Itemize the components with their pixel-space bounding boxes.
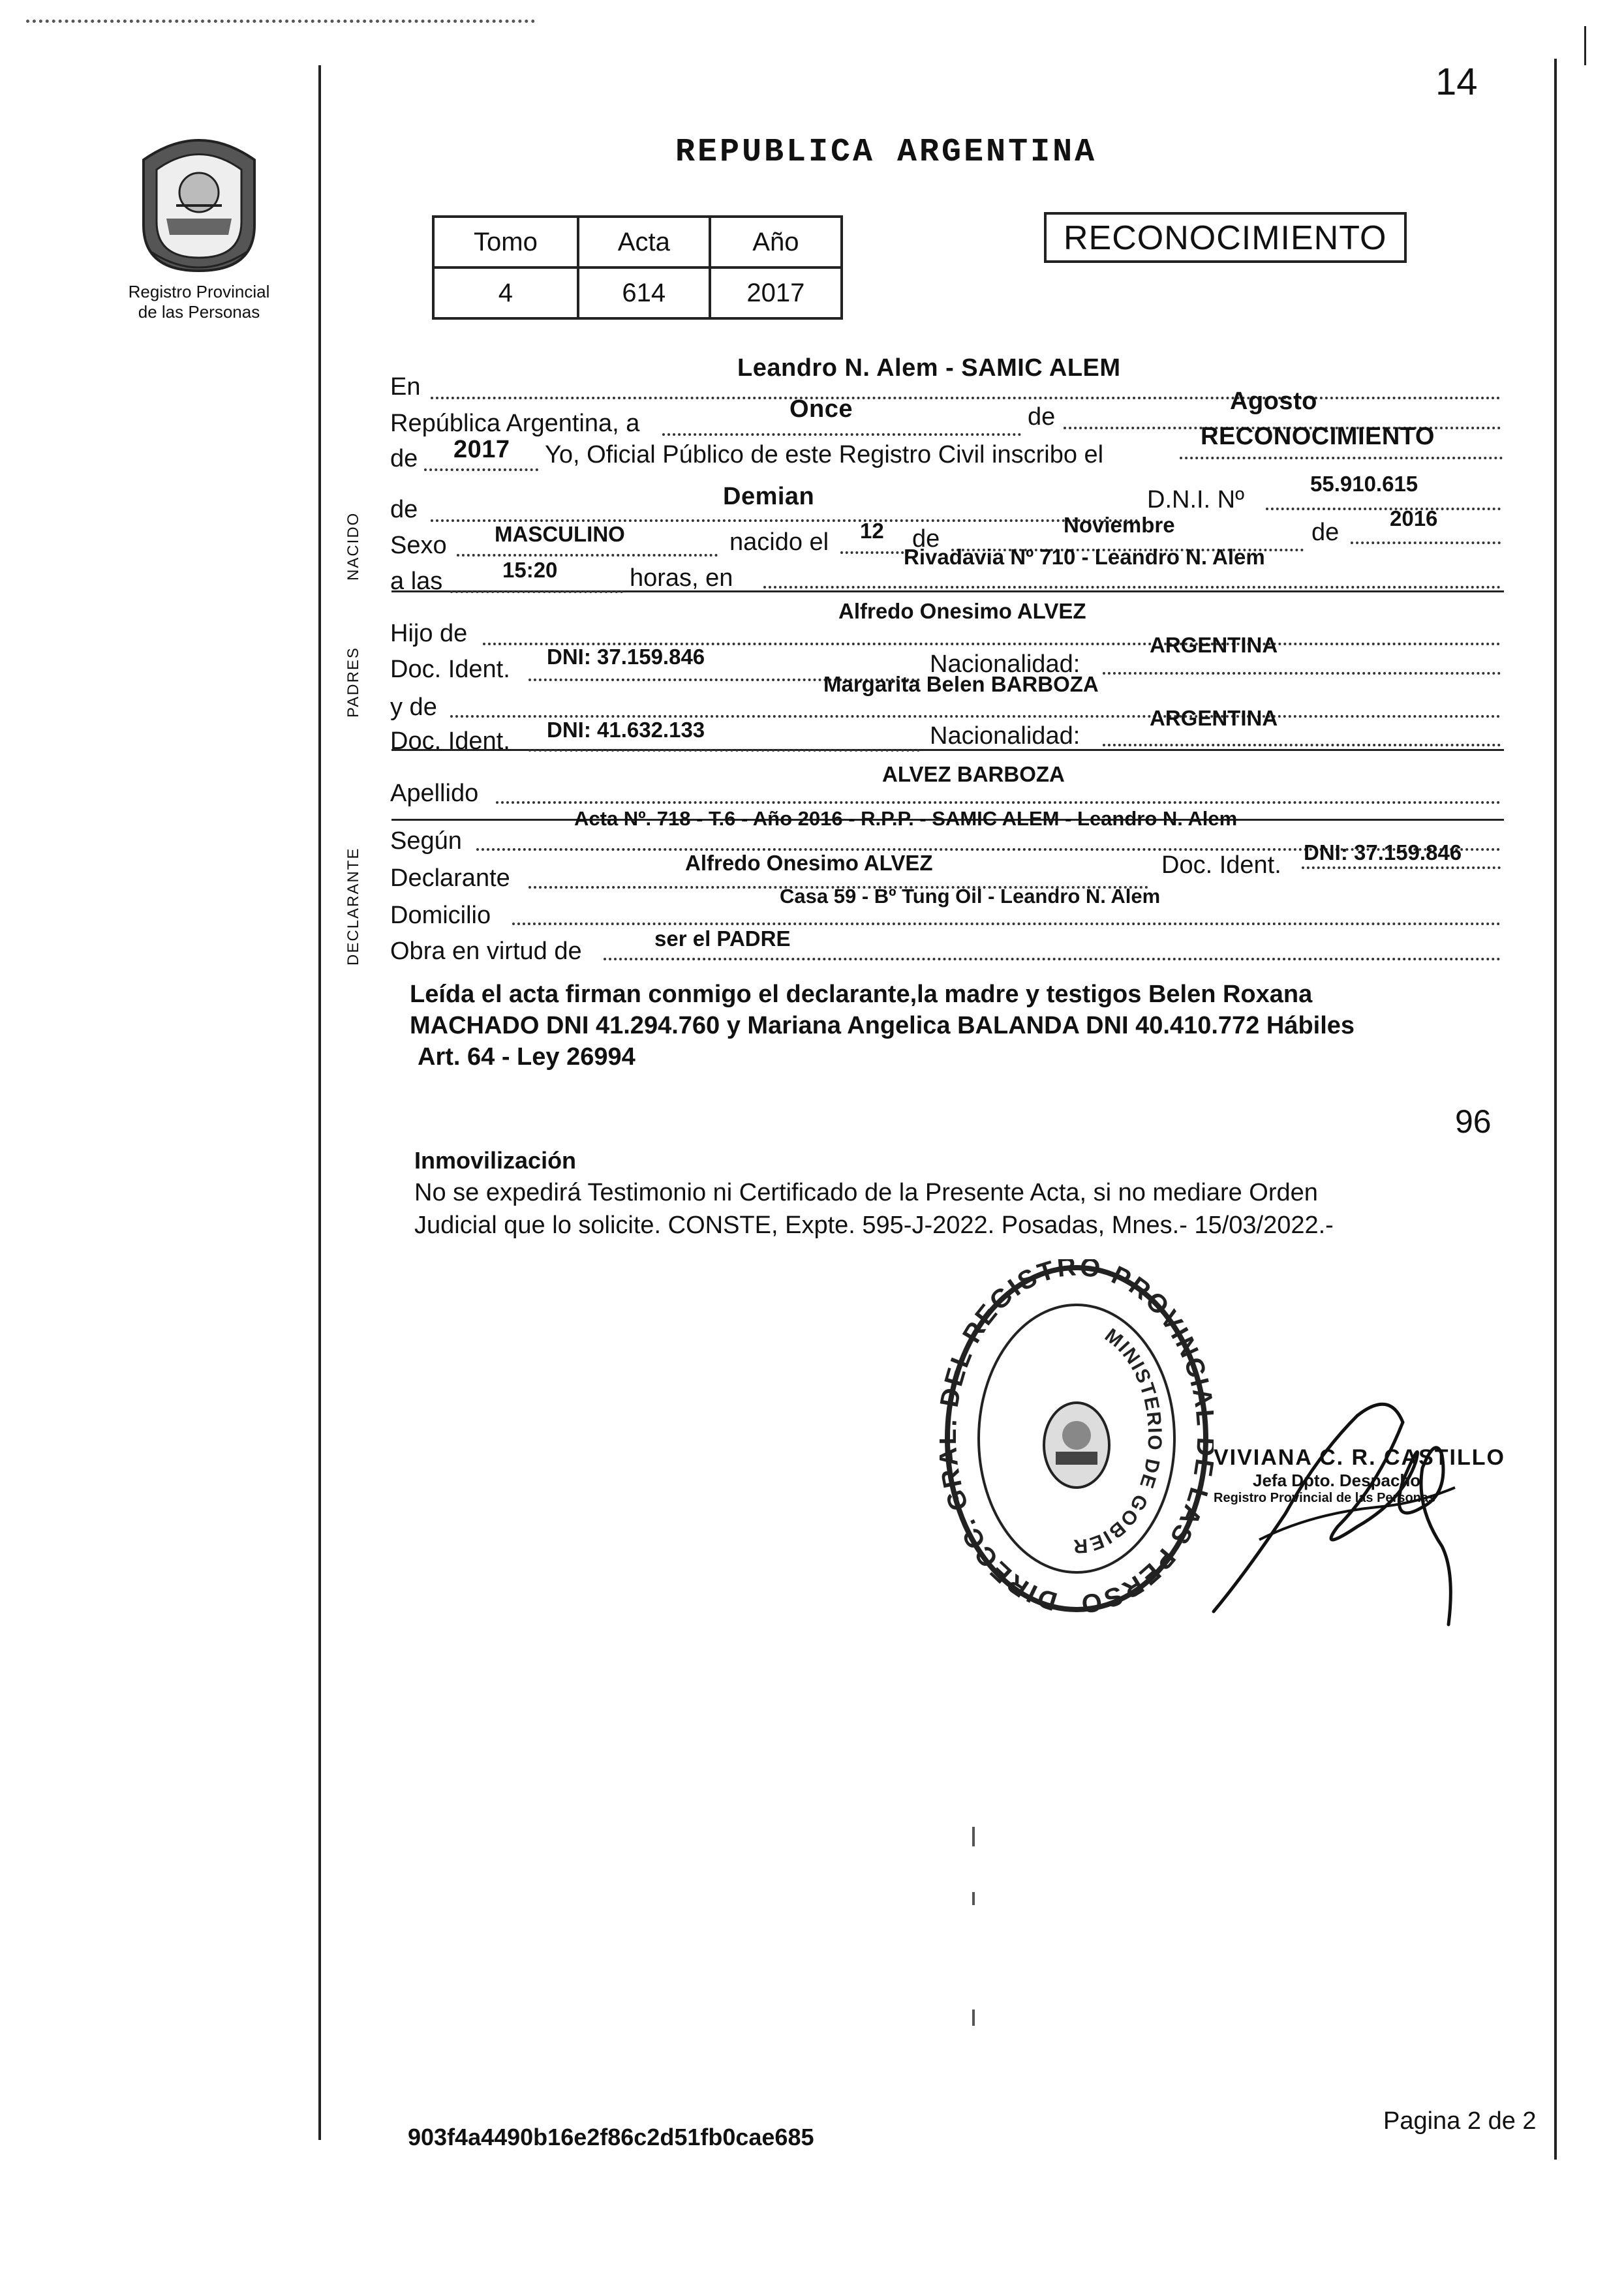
official-office: Registro Provincial de las Personas [1214, 1491, 1436, 1505]
dots-en [431, 397, 1501, 399]
left-margin-rule [318, 65, 321, 2140]
signature-note-line2: MACHADO DNI 41.294.760 y Mariana Angelica BALANDA DNI 40.410.772 Hábiles [410, 1012, 1355, 1039]
record-table-header [433, 217, 842, 267]
record-table-values [433, 267, 842, 318]
signature-note-line3: Art. 64 - Ley 26994 [418, 1043, 636, 1071]
provincial-emblem [130, 121, 268, 277]
immobilization-line1: No se expedirá Testimonio ni Certificado de la Presente Acta, si no mediare Orden [414, 1179, 1318, 1206]
label-de-5: de [1311, 519, 1340, 546]
value-father-nat: ARGENTINA [1150, 633, 1278, 657]
dots-time [450, 590, 623, 593]
stamp-outer-text: DIRECC. G EL REGISTRO PROVINCI LAS PERSO [940, 1259, 1214, 1619]
value-obra: ser el PADRE [654, 926, 791, 951]
page-heading: REPUBLICA ARGENTINA [675, 134, 1097, 171]
label-sexo: Sexo [390, 532, 447, 559]
label-y-de: y de [390, 694, 437, 721]
dots-dni [1266, 508, 1501, 510]
right-margin-rule [1554, 59, 1557, 2160]
label-de-1: de [1028, 403, 1056, 431]
label-republica: República Argentina, a [390, 410, 640, 437]
stamp-emblem-icon [1044, 1403, 1109, 1488]
header-tomo: Tomo [433, 217, 578, 267]
label-domicilio: Domicilio [390, 902, 491, 929]
registry-caption-line1: Registro Provincial [128, 282, 270, 301]
label-doc-ident-2: Doc. Ident. [390, 727, 510, 755]
registry-caption-line2: de las Personas [138, 302, 260, 322]
value-declarante-doc: DNI: 37.159.846 [1304, 840, 1462, 864]
dots-mother-nat [1103, 744, 1501, 746]
value-domicilio: Casa 59 - Bº Tung Oil - Leandro N. Alem [780, 885, 1161, 908]
dots-birth-day [840, 551, 909, 554]
value-inscribe: RECONOCIMIENTO [1201, 423, 1435, 450]
label-en: En [390, 373, 421, 401]
official-name: VIVIANA C. R. CASTILLO [1214, 1445, 1505, 1470]
pagination: Pagina 2 de 2 [1383, 2107, 1537, 2135]
record-table [432, 215, 843, 320]
label-a-las: a las [390, 568, 443, 595]
label-hijo-de: Hijo de [390, 620, 468, 647]
dots-domicilio [512, 923, 1501, 925]
dots-sexo [457, 554, 718, 557]
right-edge-mark [1584, 26, 1586, 65]
dots-birth-place [763, 586, 1501, 588]
header-acta: Acta [578, 217, 710, 267]
folio-number: 96 [1455, 1103, 1492, 1140]
label-segun: Según [390, 827, 462, 855]
signature-note [410, 979, 1355, 1073]
document-hash: 903f4a4490b16e2f86c2d51fb0cae685 [408, 2124, 814, 2150]
handwritten-signature [1207, 1377, 1488, 1651]
label-nacionalidad-1: Nacionalidad: [930, 650, 1080, 678]
value-acta: 614 [578, 267, 710, 318]
value-segun: Acta Nº. 718 - T.6 - Año 2016 - R.P.P. - SAMIC ALEM - Leandro N. Alem [574, 807, 1238, 830]
value-declarante: Alfredo Onesimo ALVEZ [685, 851, 933, 875]
scan-mark [972, 1892, 975, 1905]
scan-mark [972, 1827, 975, 1846]
dots-obra [604, 958, 1501, 960]
value-mother-nat: ARGENTINA [1150, 706, 1278, 730]
label-horas: horas, en [630, 564, 733, 592]
dots-father-nat [1103, 672, 1501, 675]
official-stamp [940, 1259, 1214, 1625]
value-birth-place: Rivadavia Nº 710 - Leandro N. Alem [904, 545, 1265, 569]
signature-note-line1: Leída el acta firman conmigo el declarante,la madre y testigos Belen Roxana [410, 981, 1313, 1008]
label-apellido: Apellido [390, 780, 479, 807]
value-birth-time: 15:20 [502, 558, 558, 582]
side-label-nacido: NACIDO [345, 512, 362, 581]
dots-day [662, 433, 1021, 436]
immobilization-line2: Judicial que lo solicite. CONSTE, Expte. 595-J-2022. Posadas, Mnes.- 15/03/2022.- [414, 1212, 1334, 1239]
scan-artifact [26, 20, 535, 27]
label-doc-ident-1: Doc. Ident. [390, 656, 510, 683]
label-dni: D.N.I. Nº [1147, 486, 1244, 513]
label-de-2: de [390, 445, 418, 472]
label-doc-ident-3: Doc. Ident. [1161, 851, 1281, 879]
value-day: Once [789, 395, 853, 423]
scan-mark [972, 2009, 975, 2026]
immobilization-title: Inmovilización [414, 1147, 577, 1174]
label-obra: Obra en virtud de [390, 938, 582, 965]
label-inscribe-text: Yo, Oficial Público de este Registro Civil inscribo el [545, 441, 1104, 468]
value-tomo: 4 [433, 267, 578, 318]
value-mother-name: Margarita Belen BARBOZA [823, 672, 1099, 696]
dots-birth-year [1351, 542, 1501, 544]
dots-mother-doc [529, 749, 920, 752]
official-title: Jefa Dpto. Despacho [1253, 1471, 1421, 1490]
label-declarante: Declarante [390, 864, 510, 892]
value-birth-year: 2016 [1390, 506, 1438, 530]
value-place: Leandro N. Alem - SAMIC ALEM [737, 354, 1121, 382]
dots-apellido [496, 801, 1501, 804]
value-father-name: Alfredo Onesimo ALVEZ [838, 599, 1086, 623]
dots-year [424, 468, 538, 471]
record-type-box: RECONOCIMIENTO [1044, 212, 1407, 263]
label-nacido-el: nacido el [729, 528, 829, 556]
value-child-name: Demian [723, 483, 815, 510]
side-label-declarante: DECLARANTE [345, 847, 362, 966]
value-anio: 2017 [710, 267, 842, 318]
value-birth-day: 12 [860, 519, 884, 543]
immobilization-block [414, 1145, 1334, 1242]
page-number: 14 [1435, 61, 1478, 103]
value-father-doc: DNI: 37.159.846 [547, 645, 705, 669]
label-nacionalidad-2: Nacionalidad: [930, 722, 1080, 750]
side-label-padres: PADRES [345, 647, 362, 718]
registry-caption [104, 282, 294, 322]
value-child-dni: 55.910.615 [1310, 472, 1418, 496]
value-year: 2017 [453, 436, 510, 463]
value-apellido: ALVEZ BARBOZA [882, 762, 1065, 786]
value-sexo: MASCULINO [495, 522, 625, 546]
value-mother-doc: DNI: 41.632.133 [547, 718, 705, 742]
stamp-inner-text: MINISTERIO DE GOBIER [1071, 1324, 1166, 1557]
label-de-4: de [912, 525, 940, 553]
header-anio: Año [710, 217, 842, 267]
dots-inscribe [1180, 457, 1503, 459]
value-month: Agosto [1230, 388, 1317, 415]
value-birth-month: Noviembre [1064, 513, 1175, 537]
dots-declarante-doc [1302, 866, 1501, 869]
label-de-3: de [390, 496, 418, 523]
